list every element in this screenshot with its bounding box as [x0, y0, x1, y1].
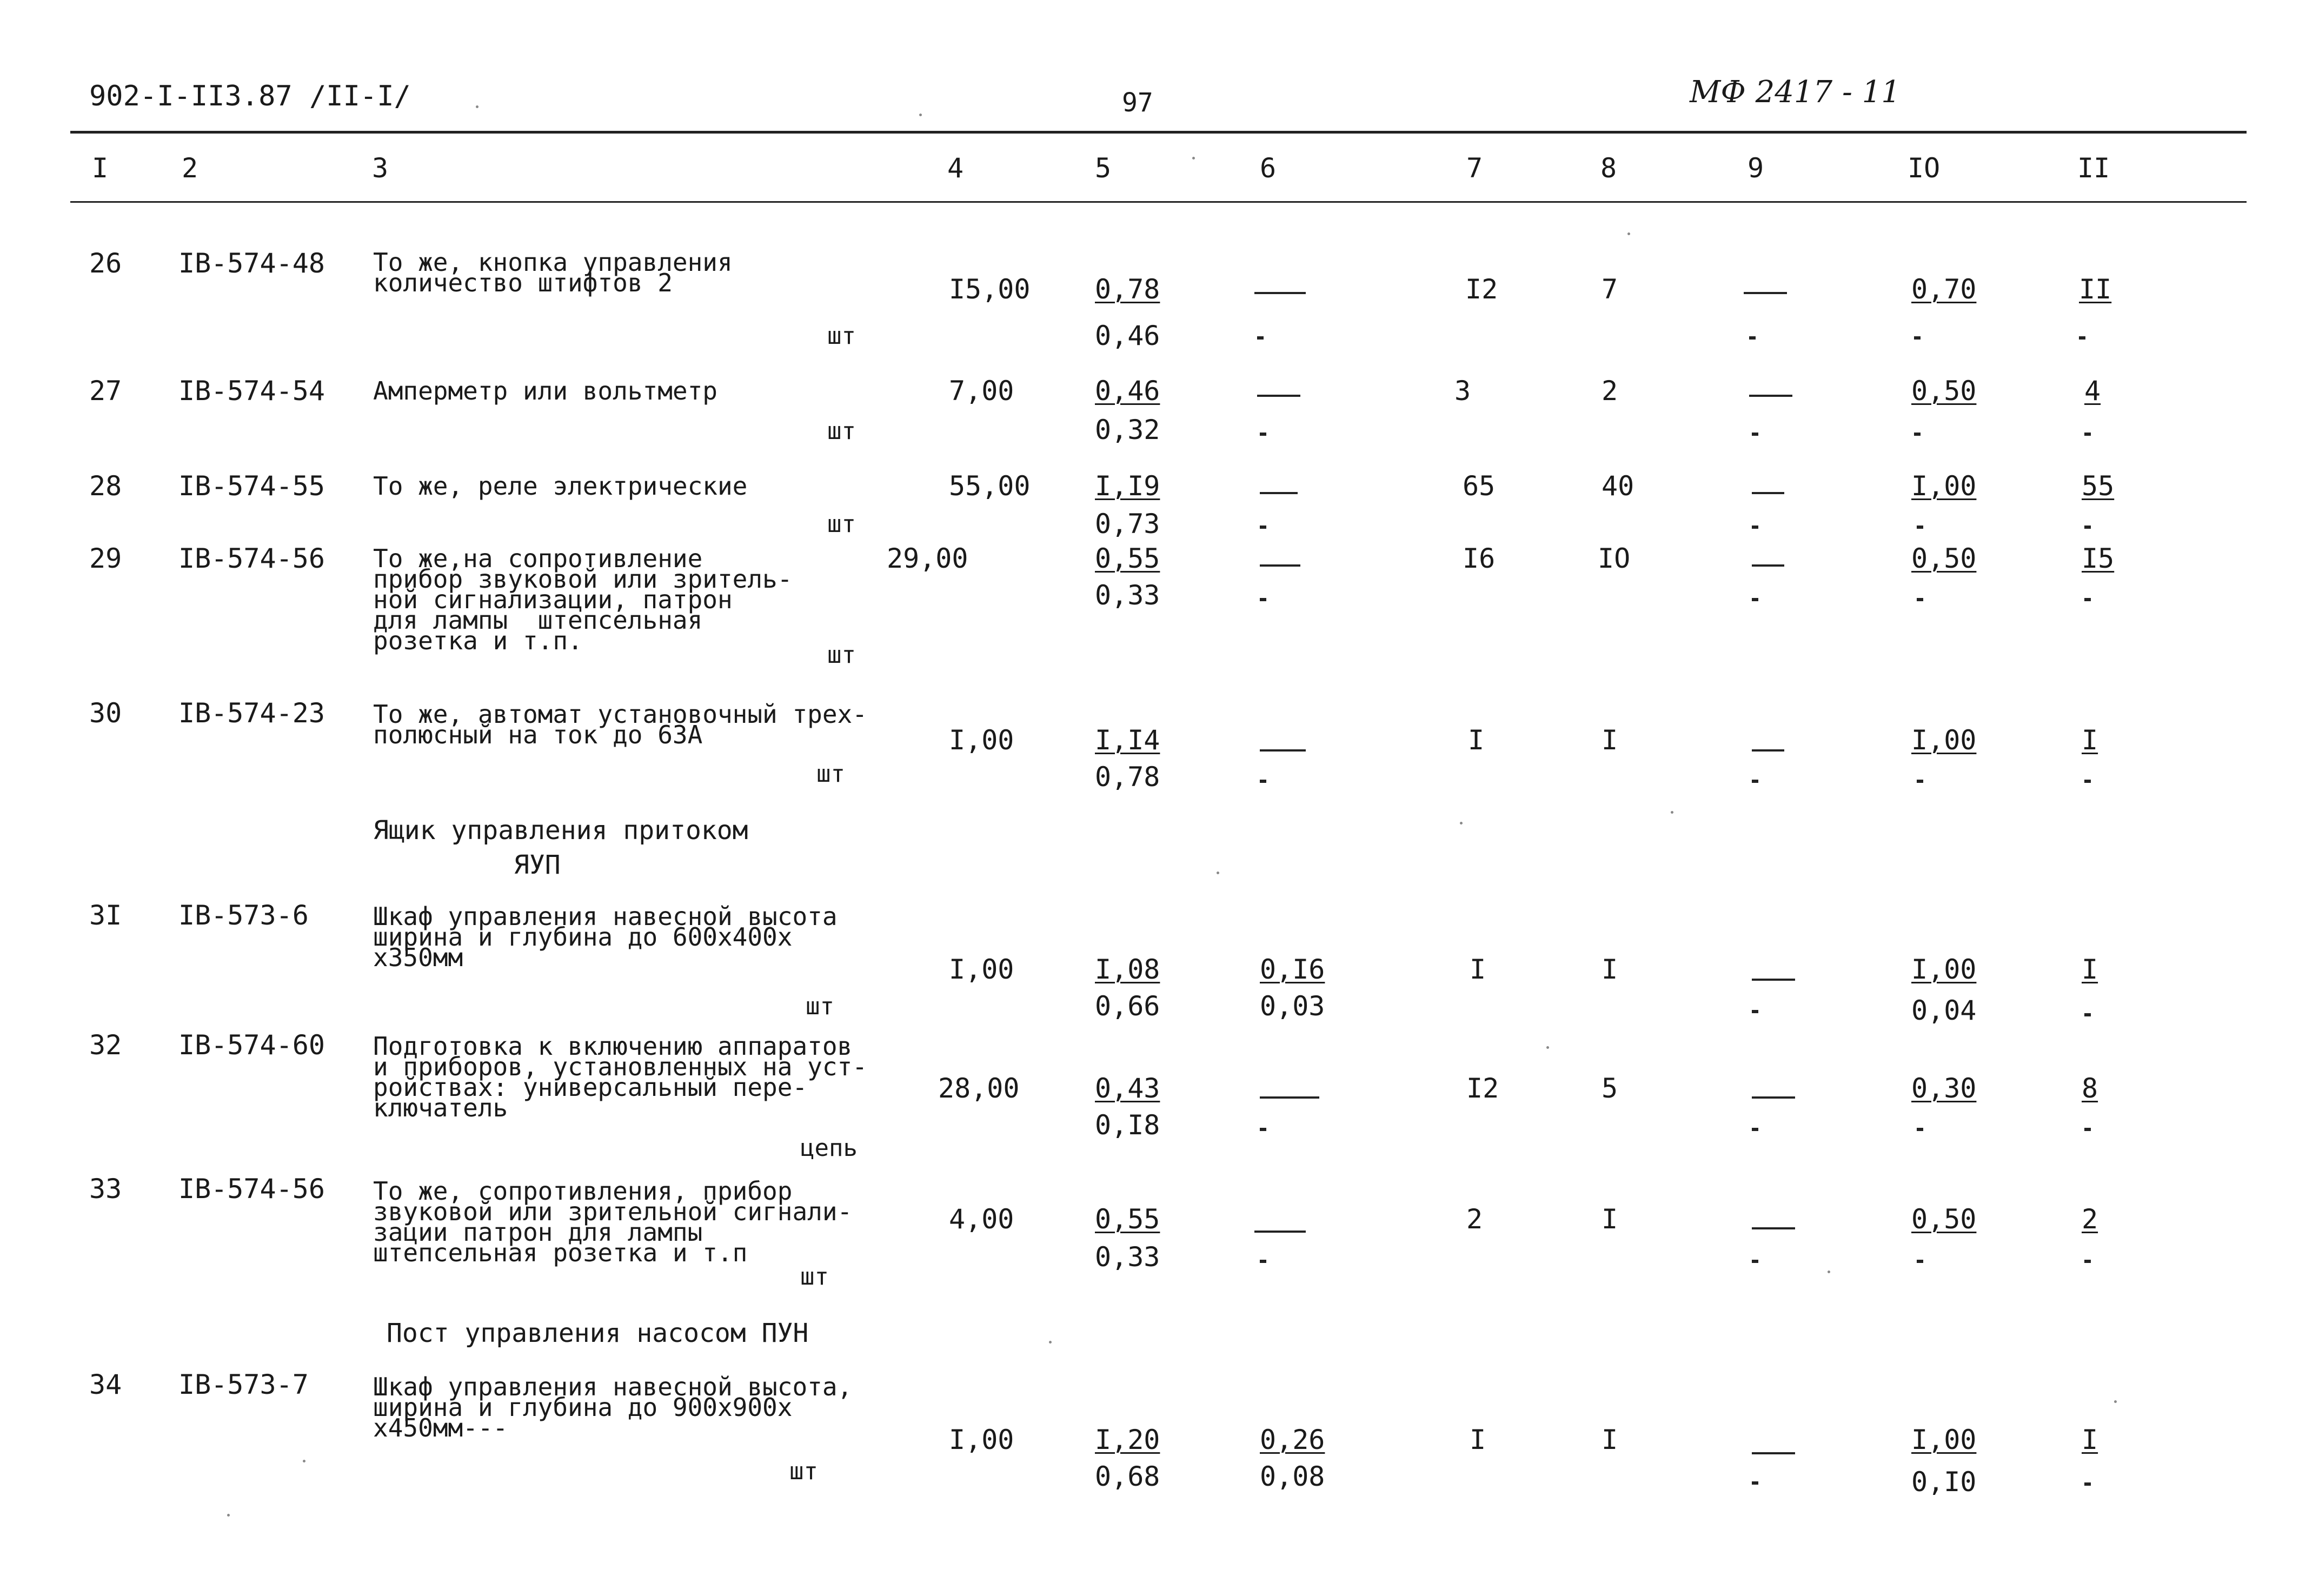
col6-empty-line — [1257, 395, 1300, 397]
col6-empty-line — [1254, 292, 1306, 294]
col5-top: 0,55 — [1095, 543, 1160, 574]
document-code: 902-I-II3.87 /II-I/ — [89, 80, 411, 112]
col6-bottom: 0,03 — [1260, 990, 1325, 1022]
col5-top: I,I4 — [1095, 724, 1160, 756]
col8-value: I — [1602, 1424, 1618, 1455]
rate-code: IВ-573-7 — [178, 1369, 309, 1400]
col5-bottom: 0,33 — [1095, 580, 1160, 611]
col5-top: I,I9 — [1095, 470, 1160, 502]
col11-value: II — [2079, 274, 2112, 305]
rate-code: IВ-574-56 — [178, 1173, 325, 1205]
col6-top: 0,26 — [1260, 1424, 1325, 1455]
unit-label: шт — [789, 1458, 818, 1485]
scan-speck — [1627, 232, 1630, 235]
row-description: То же,на сопротивление прибор звуковой или зритель- ной сигнализации, патрон для лампы штепсельная розетка и т.п. — [373, 544, 793, 655]
col8-value: 40 — [1602, 470, 1634, 502]
col9-dash — [1752, 1481, 1758, 1485]
col6-dash — [1260, 526, 1266, 529]
col9-empty-line — [1752, 492, 1784, 494]
col10-top: 0,50 — [1911, 543, 1977, 574]
col10-dash — [1914, 336, 1921, 340]
col-header-6: 6 — [1260, 152, 1277, 184]
rate-code: IВ-573-6 — [178, 900, 309, 931]
col-header-2: 2 — [182, 152, 198, 184]
col9-dash — [1752, 598, 1758, 601]
row-description: Амперметр или вольтметр — [373, 376, 717, 405]
scan-speck — [1192, 157, 1195, 159]
col6-dash — [1260, 433, 1266, 436]
section-abbreviation: ЯУП — [514, 850, 561, 880]
row-description: То же, автомат установочный трех- полюсный на ток до 63А — [373, 700, 867, 749]
row-number: 28 — [89, 470, 122, 502]
col9-dash — [1752, 526, 1758, 529]
col5-bottom: 0,33 — [1095, 1241, 1160, 1273]
quantity: 29,00 — [887, 543, 968, 574]
col-header-9: 9 — [1747, 152, 1764, 184]
col5-top: 0,43 — [1095, 1073, 1160, 1104]
quantity: I,00 — [949, 954, 1014, 985]
col5-top: 0,78 — [1095, 274, 1160, 305]
col9-empty-line — [1752, 1452, 1795, 1454]
col6-empty-line — [1260, 564, 1300, 567]
col9-dash — [1752, 433, 1758, 436]
col-header-5: 5 — [1095, 152, 1112, 184]
col7-value: 2 — [1466, 1203, 1483, 1235]
col8-value: 2 — [1602, 375, 1618, 407]
scan-speck — [919, 114, 922, 116]
row-number: 3I — [89, 900, 122, 931]
col11-value: I — [2082, 724, 2098, 756]
scan-speck — [1217, 872, 1219, 874]
scan-speck — [2114, 1400, 2117, 1403]
col11-value: I — [2082, 954, 2098, 985]
col5-bottom: 0,78 — [1095, 761, 1160, 793]
col9-dash — [1749, 336, 1756, 340]
row-description: Шкаф управления навесной высота, ширина и глубина до 900х900х х450мм--- — [373, 1372, 853, 1442]
col9-dash — [1752, 1128, 1758, 1131]
rate-code: IВ-574-23 — [178, 697, 325, 729]
col11-dash — [2084, 780, 2091, 783]
col8-value: 5 — [1602, 1073, 1618, 1104]
row-number: 32 — [89, 1029, 122, 1061]
col10-dash — [1917, 526, 1923, 529]
quantity: 4,00 — [949, 1203, 1014, 1235]
col5-top: I,20 — [1095, 1424, 1160, 1455]
col-header-7: 7 — [1466, 152, 1483, 184]
quantity: I,00 — [949, 1424, 1014, 1455]
rate-code: IВ-574-55 — [178, 470, 325, 502]
rate-code: IВ-574-54 — [178, 375, 325, 407]
col11-value: 8 — [2082, 1073, 2098, 1104]
col5-bottom: 0,32 — [1095, 414, 1160, 445]
row-number: 26 — [89, 248, 122, 279]
row-number: 27 — [89, 375, 122, 407]
col-header-10: IO — [1908, 152, 1941, 184]
col6-top: 0,I6 — [1260, 954, 1325, 985]
col9-dash — [1752, 1260, 1758, 1263]
col5-bottom: 0,46 — [1095, 320, 1160, 351]
col5-bottom: 0,66 — [1095, 990, 1160, 1022]
col-header-3: 3 — [372, 152, 389, 184]
section-title: Пост управления насосом ПУН — [387, 1318, 809, 1348]
quantity: 7,00 — [949, 375, 1014, 407]
col6-dash — [1260, 780, 1266, 783]
col7-value: I — [1470, 1424, 1486, 1455]
col10-dash — [1917, 1260, 1923, 1263]
col5-top: 0,55 — [1095, 1203, 1160, 1235]
col10-dash — [1914, 433, 1921, 436]
rate-code: IВ-574-60 — [178, 1029, 325, 1061]
col7-value: I6 — [1463, 543, 1496, 574]
col10-dash — [1917, 1128, 1923, 1131]
col7-value: I — [1470, 954, 1486, 985]
col-header-8: 8 — [1600, 152, 1617, 184]
col5-bottom: 0,68 — [1095, 1461, 1160, 1492]
col8-value: I — [1602, 954, 1618, 985]
quantity: 55,00 — [949, 470, 1031, 502]
scan-speck — [303, 1460, 305, 1462]
scan-speck — [1671, 811, 1673, 814]
col9-dash — [1752, 780, 1758, 783]
col10-top: 0,50 — [1911, 1203, 1977, 1235]
unit-label: шт — [800, 1263, 829, 1291]
col9-empty-line — [1752, 1096, 1795, 1099]
col6-empty-line — [1254, 1231, 1306, 1233]
col6-dash — [1260, 1128, 1266, 1131]
unit-label: шт — [806, 993, 834, 1020]
rate-code: IВ-574-48 — [178, 248, 325, 279]
col7-value: 3 — [1454, 375, 1471, 407]
col5-top: 0,46 — [1095, 375, 1160, 407]
col9-empty-line — [1752, 979, 1795, 981]
col-header-1: I — [92, 152, 109, 184]
col6-dash — [1260, 598, 1266, 601]
col6-dash — [1257, 336, 1264, 340]
scan-speck — [1460, 822, 1463, 824]
header-top-rule — [70, 131, 2247, 134]
header-bottom-rule — [70, 201, 2247, 203]
col11-dash — [2084, 1260, 2091, 1263]
quantity: 28,00 — [938, 1073, 1020, 1104]
col11-dash — [2079, 336, 2085, 340]
col10-top: 0,30 — [1911, 1073, 1977, 1104]
row-description: Подготовка к включению аппаратов и приборов, установленных на уст- ройствах: универсальный пере- ключатель — [373, 1032, 867, 1122]
col8-value: IO — [1598, 543, 1631, 574]
row-description: То же, кнопка управления количество штифтов 2 — [373, 248, 733, 297]
col6-empty-line — [1260, 492, 1298, 494]
scan-speck — [227, 1514, 230, 1517]
col8-value: 7 — [1602, 274, 1618, 305]
col11-dash — [2084, 1482, 2091, 1486]
col10-top: 0,70 — [1911, 274, 1977, 305]
col5-bottom: 0,I8 — [1095, 1109, 1160, 1141]
scan-speck — [476, 105, 479, 108]
row-number: 29 — [89, 543, 122, 574]
row-number: 33 — [89, 1173, 122, 1205]
page-number: 97 — [1122, 88, 1153, 118]
col7-value: I2 — [1466, 1073, 1499, 1104]
col11-dash — [2084, 598, 2091, 601]
col10-bottom: 0,I0 — [1911, 1466, 1977, 1498]
row-description: Шкаф управления навесной высота ширина и глубина до 600х400х х350мм — [373, 902, 838, 972]
scan-speck — [1546, 1046, 1549, 1049]
col10-top: I,00 — [1911, 470, 1977, 502]
col6-dash — [1260, 1260, 1266, 1263]
col11-value: 4 — [2084, 375, 2101, 407]
col10-top: I,00 — [1911, 954, 1977, 985]
col8-value: I — [1602, 724, 1618, 756]
unit-label: шт — [827, 641, 856, 669]
col9-empty-line — [1752, 564, 1784, 567]
col7-value: I — [1468, 724, 1485, 756]
col11-dash — [2084, 433, 2091, 436]
col7-value: I2 — [1465, 274, 1498, 305]
col6-bottom: 0,08 — [1260, 1461, 1325, 1492]
col-header-11: II — [2077, 152, 2110, 184]
col11-value: I5 — [2082, 543, 2115, 574]
col11-value: 55 — [2082, 470, 2115, 502]
col10-top: I,00 — [1911, 724, 1977, 756]
row-number: 34 — [89, 1369, 122, 1400]
col10-top: I,00 — [1911, 1424, 1977, 1455]
quantity: I5,00 — [949, 274, 1031, 305]
col9-empty-line — [1752, 1227, 1795, 1229]
col10-dash — [1917, 780, 1923, 783]
col10-dash — [1917, 598, 1923, 601]
unit-label: шт — [827, 510, 856, 538]
col10-top: 0,50 — [1911, 375, 1977, 407]
row-description: То же, реле электрические — [373, 471, 748, 501]
scan-speck — [1828, 1271, 1830, 1273]
unit-label: цепь — [800, 1134, 858, 1162]
col-header-4: 4 — [947, 152, 964, 184]
handwritten-reference: МФ 2417 - 11 — [1690, 75, 1901, 110]
row-description: То же, сопротивления, прибор звуковой или зрительной сигнали- зации патрон для лампы штепсельная розетка и т.п — [373, 1176, 853, 1267]
row-number: 30 — [89, 697, 122, 729]
section-title: Ящик управления притоком — [373, 815, 748, 846]
col11-dash — [2084, 1013, 2091, 1016]
col8-value: I — [1602, 1203, 1618, 1235]
col11-value: 2 — [2082, 1203, 2098, 1235]
col9-empty-line — [1749, 395, 1792, 397]
col9-empty-line — [1752, 749, 1784, 752]
col5-top: I,08 — [1095, 954, 1160, 985]
col10-bottom: 0,04 — [1911, 995, 1977, 1026]
quantity: I,00 — [949, 724, 1014, 756]
col11-value: I — [2082, 1424, 2098, 1455]
col9-empty-line — [1744, 292, 1787, 294]
unit-label: шт — [816, 760, 845, 788]
col6-empty-line — [1260, 1096, 1319, 1099]
col6-empty-line — [1260, 749, 1306, 752]
col11-dash — [2084, 1128, 2091, 1131]
rate-code: IВ-574-56 — [178, 543, 325, 574]
col5-bottom: 0,73 — [1095, 508, 1160, 540]
unit-label: шт — [827, 417, 856, 445]
col11-dash — [2084, 526, 2091, 529]
col7-value: 65 — [1463, 470, 1496, 502]
unit-label: шт — [827, 322, 856, 350]
col9-dash — [1752, 1010, 1758, 1013]
scan-speck — [1049, 1341, 1052, 1344]
